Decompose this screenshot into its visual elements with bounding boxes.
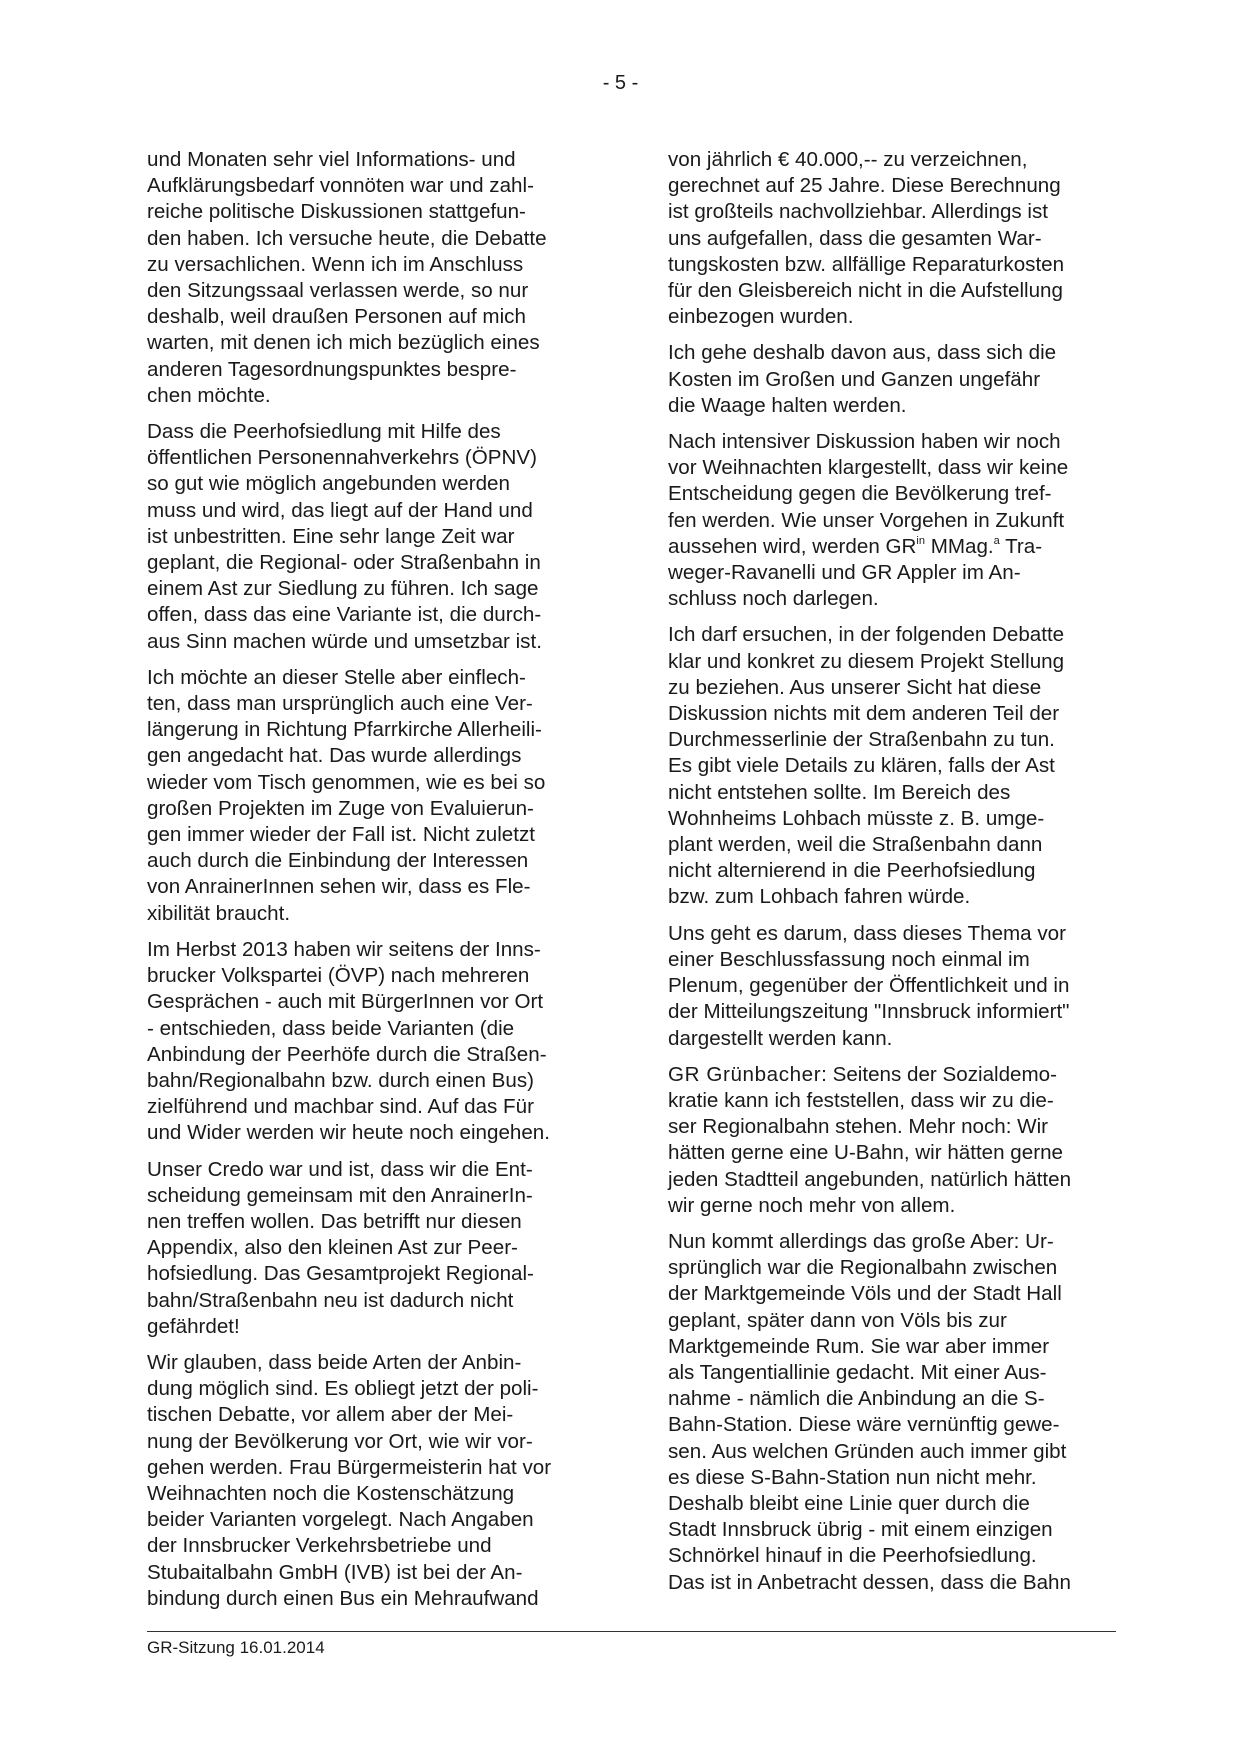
speaker-name: GR Grünbacher	[668, 1062, 822, 1086]
page-number: - 5 -	[602, 72, 639, 94]
superscript: in	[916, 534, 925, 547]
paragraph: Wir glauben, dass beide Arten der Anbin- dung möglich sind. Es obliegt jetzt der poli- tischen Debatte, vor allem aber der Mei- nung der Bevölkerung vor Ort, wie wir vor- gehen werden. Frau Bürgermeisterin hat vor Weihnachten noch die Kostenschätzung beider Varianten vorgelegt. Nach Angaben der Innsbrucker Verkehrsbetriebe und Stubaitalbahn GmbH (IVB) ist bei der An- bindung durch einen Bus ein Mehraufwand	[147, 1350, 552, 1610]
paragraph: Ich gehe deshalb davon aus, dass sich die Kosten im Großen und Ganzen ungefähr die Waage halten werden.	[668, 341, 1057, 417]
paragraph	[668, 1062, 1126, 1219]
footer-divider	[147, 1631, 1116, 1632]
paragraph: von jährlich € 40.000,-- zu verzeichnen, gerechnet auf 25 Jahre. Diese Berechnung ist großteils nachvollziehbar. Allerdings ist uns aufgefallen, dass die gesamten War- tungskosten bzw. allfällige Reparaturkosten für den Gleisbereich nicht in die Aufstellung einbezogen wurden.	[668, 148, 1065, 329]
paragraph: und Monaten sehr viel Informations- und Aufklärungsbedarf vonnöten war und zahl- reiche politische Diskussionen stattgefun- den haben. Ich versuche heute, die Debatte zu versachlichen. Wenn ich im Anschluss den Sitzungssaal verlassen werde, so nur deshalb, weil draußen Personen auf mich warten, mit denen ich mich bezüglich eines anderen Tagesordnungspunktes bespre- chen möchte.	[147, 148, 547, 407]
paragraph: Dass die Peerhofsiedlung mit Hilfe des öffentlichen Personennahverkehrs (ÖPNV) so gut wie möglich angebunden werden muss und wird, das liegt auf der Hand und ist unbestritten. Eine sehr lange Zeit war geplant, die Regional- oder Straßenbahn in einem Ast zur Siedlung zu führen. Ich sage offen, dass das eine Variante ist, die durch- aus Sinn machen würde und umsetzbar ist.	[147, 420, 542, 653]
right-column	[668, 147, 1126, 1606]
paragraph: Nun kommt allerdings das große Aber: Ur- sprünglich war die Regionalbahn zwischen der Marktgemeinde Völs und der Stadt Hall geplant, später dann von Völs bis zur Marktgemeinde Rum. Sie war aber immer als Tangentiallinie gedacht. Mit einer Aus- nahme - nämlich die Anbindung an die S- Bahn-Station. Diese wäre vernünftig gewe- sen. Aus welchen Gründen auch immer gibt es diese S-Bahn-Station nun nicht mehr. Deshalb bleibt eine Linie quer durch die Stadt Innsbruck übrig - mit einem einzigen Schnörkel hinauf in die Peerhofsiedlung. Das ist in Anbetracht dessen, dass die Bahn	[668, 1229, 1071, 1594]
text-run: MMag.	[924, 534, 994, 558]
left-column	[147, 147, 605, 1622]
text-run: : Seitens der Sozialdemo- kratie kann ich feststellen, dass wir zu die- ser Regionalbahn stehen. Mehr noch: Wir hätten gerne eine U-Bahn, wir hätten gerne jeden Stadtteil angebunden, natürlich hätten wir gerne noch mehr von allem.	[668, 1062, 1072, 1217]
superscript: a	[993, 534, 1000, 547]
text-run: Tra- weger-Ravanelli und GR Appler im An- schluss noch darlegen.	[668, 534, 1043, 611]
text-run: Nach intensiver Diskussion haben wir noch vor Weihnachten klargestellt, dass wir keine Entscheidung gegen die Bevölkerung tref- fen werden. Wie unser Vorgehen in Zukunft aussehen wird, werden GR	[668, 430, 1069, 558]
paragraph	[668, 429, 1126, 612]
paragraph: Im Herbst 2013 haben wir seitens der Inns- brucker Volkspartei (ÖVP) nach mehreren Gesprächen - auch mit BürgerInnen vor Ort - entschieden, dass beide Varianten (die Anbindung der Peerhöfe durch die Straßen- bahn/Regionalbahn bzw. durch einen Bus) zielführend und machbar sind. Auf das Für und Wider werden wir heute noch eingehen.	[147, 937, 550, 1145]
paragraph: Ich darf ersuchen, in der folgenden Debatte klar und konkret zu diesem Projekt Stellung zu beziehen. Aus unserer Sicht hat diese Diskussion nichts mit dem anderen Teil der Durchmesserlinie der Straßenbahn zu tun. Es gibt viele Details zu klären, falls der Ast nicht entstehen sollte. Im Bereich des Wohnheims Lohbach müsste z. B. umge- plant werden, weil die Straßenbahn dann nicht alternierend in die Peerhofsiedlung bzw. zum Lohbach fahren würde.	[668, 623, 1065, 909]
paragraph: Uns geht es darum, dass dieses Thema vor einer Beschlussfassung noch einmal im Plenum, gegenüber der Öffentlichkeit und in der Mitteilungszeitung "Innsbruck informiert" dargestellt werden kann.	[668, 921, 1070, 1050]
paragraph: Unser Credo war und ist, dass wir die Ent- scheidung gemeinsam mit den AnrainerIn- nen treffen wollen. Das betrifft nur diesen Appendix, also den kleinen Ast zur Peer- hofsiedlung. Das Gesamtprojekt Regional- bahn/Straßenbahn neu ist dadurch nicht gefährdet!	[147, 1157, 534, 1338]
paragraph: Ich möchte an dieser Stelle aber einflech- ten, dass man ursprünglich auch eine Ver- längerung in Richtung Pfarrkirche Allerheili- gen angedacht hat. Das wurde allerdings wieder vom Tisch genommen, wie es bei so großen Projekten im Zuge von Evaluierun- gen immer wieder der Fall ist. Nicht zuletzt auch durch die Einbindung der Interessen von AnrainerInnen sehen wir, dass es Fle- xibilität braucht.	[147, 665, 546, 925]
footer-session-date: GR-Sitzung 16.01.2014	[147, 1638, 325, 1657]
